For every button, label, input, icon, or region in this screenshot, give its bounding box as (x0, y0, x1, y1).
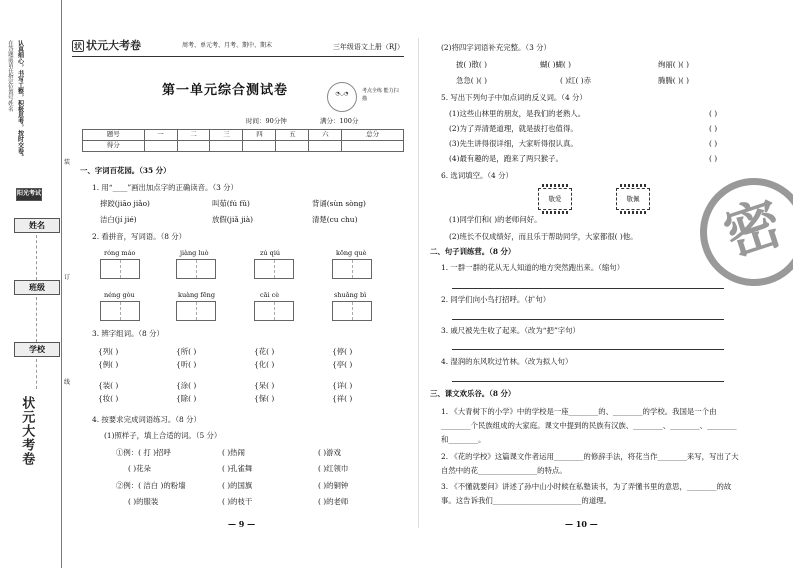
pinyin-label: zú qiú (260, 249, 281, 257)
q4-item[interactable]: ( )红领巾 (318, 464, 349, 473)
q4-item[interactable]: ①例：( 打 )招呼 (116, 448, 171, 457)
pinyin-label: kuàng fēng (178, 291, 216, 299)
sidebar-badge: 阳光考试 (16, 188, 42, 201)
pinyin-label: cāi cè (260, 291, 280, 299)
q5-item: (2)为了弄清楚道理，就是拔打也值得。 (449, 124, 578, 133)
word-box: 敬爱 (538, 188, 572, 210)
mascot-caption: 考点全练 能力扫描 (362, 88, 399, 102)
page-title: 第一单元综合测试卷 (162, 83, 289, 98)
section-1-heading: 一、字词百花园。（35 分） (80, 166, 171, 175)
q1-item[interactable]: 放假(jiǎ jià) (212, 215, 254, 224)
answer-line[interactable] (452, 381, 724, 382)
sidebar-instructions: 认真细心，书写工整，积极思考，按时交卷。 (16, 40, 24, 160)
pinyin-label: shuǎng bì (334, 291, 367, 299)
sidebar-brand-logo: 状元大考卷 (19, 396, 35, 466)
q4-prompt: 4. 按要求完成词语练习。（8 分） (92, 415, 201, 424)
s2-item: 2. 同学们向小鸟打招呼。（扩句） (441, 295, 551, 304)
q5-answer[interactable]: ( ) (709, 109, 718, 118)
q1-prompt: 1. 用“____”画出加点字的正确读音。（3 分） (92, 183, 238, 192)
writing-grid[interactable] (100, 301, 140, 321)
class-field-label[interactable]: 班级 (14, 280, 60, 295)
s3-item[interactable]: 3. 《不懂就要问》讲述了孙中山小时候在私塾读书，为了弄懂书里的意思，________的故事。这告诉我们________________________的道理。 (441, 482, 732, 506)
q3-pair[interactable]: {呆( ) {保( ) (254, 381, 275, 403)
exam-types: 周考、单元考、月考、期中、期末 (182, 42, 273, 49)
q3-pair[interactable]: {列( ) {例( ) (98, 347, 119, 369)
answer-line[interactable] (452, 288, 724, 289)
writing-grid[interactable] (176, 301, 216, 321)
q1-item[interactable]: 叫茹(fú fǔ) (212, 199, 250, 208)
section-3-heading: 三、课文欢乐谷。（8 分） (430, 389, 516, 398)
q1-item[interactable]: 洁白(jí jié) (100, 215, 137, 224)
q1-item[interactable]: 清楚(cu chu) (312, 215, 358, 224)
q4-item[interactable]: ( )热闹 (222, 448, 245, 457)
q4-item[interactable]: ( )的枝干 (222, 497, 253, 506)
writing-grid[interactable] (254, 259, 294, 279)
word-box: 敬佩 (616, 188, 650, 210)
s2-item: 4. 湿润的东风吹过竹林。（改为拟人句） (441, 357, 573, 366)
logo-icon: 状 (74, 41, 82, 51)
s3-item[interactable]: 2. 《花的学校》这篇课文作者运用________的修辞手法，将花当作________来写，写出了大自然中的花________________的特点。 (441, 452, 739, 476)
q4-item[interactable]: ( )的国旗 (222, 481, 253, 490)
confidential-stamp: 密 (686, 164, 793, 300)
q4-2-item[interactable]: ( )红( )赤 (560, 76, 592, 85)
pinyin-label: róng máo (104, 249, 136, 257)
binding-mark-3: 线 (64, 379, 71, 386)
q4-2-item[interactable]: 绚丽( )( ) (658, 60, 690, 69)
grade-label: 三年级语文上册（RJ） (332, 43, 404, 51)
q4-item[interactable]: ( )的铜钟 (318, 481, 349, 490)
q5-prompt: 5. 写出下列句子中加点词的反义词。（4 分） (441, 93, 587, 102)
q3-pair[interactable]: {花( ) {化( ) (254, 347, 275, 369)
page-divider (418, 38, 419, 528)
score-table-row: 得分 (83, 141, 404, 152)
brand-logo: 状 状元大考卷 (74, 39, 141, 52)
page-number-left: — 9 — (228, 519, 256, 529)
mascot-icon: ◔◡◔ (327, 82, 357, 112)
exam-time: 时间：90分钟 (246, 117, 287, 125)
pinyin-label: kōng què (336, 249, 367, 257)
exam-full-score: 满分：100分 (320, 117, 359, 125)
section-2-heading: 二、句子训练营。（8 分） (430, 247, 516, 256)
q4-2-item[interactable]: 急急( )( ) (456, 76, 488, 85)
q4-item[interactable]: ( )花朵 (128, 464, 151, 473)
answer-line[interactable] (452, 319, 724, 320)
score-table (82, 129, 404, 152)
pinyin-label: jiàng luò (180, 249, 209, 257)
q4-2-item[interactable]: 披( )散( ) (456, 60, 488, 69)
q1-item[interactable]: 摔跤(jiāo jiǎo) (100, 199, 150, 208)
q5-answer[interactable]: ( ) (709, 154, 718, 163)
s3-item[interactable]: 1. 《大青树下的小学》中的学校是一座________的、________的学校。我国是一个由________个民族组成的大家庭。课文中提到的民族有汉族、________、________、________和________。 (441, 407, 737, 445)
binding-sidebar (0, 0, 71, 568)
q1-item[interactable]: 背诵(sùn sòng) (312, 199, 366, 208)
q6-item[interactable]: (1)同学们和( )的老师问好。 (449, 215, 542, 224)
writing-grid[interactable] (176, 259, 216, 279)
binding-mark-2: 订 (64, 274, 71, 281)
q3-pair[interactable]: {涂( ) {除( ) (176, 381, 197, 403)
binding-mark-1: 装 (64, 159, 71, 166)
q5-answer[interactable]: ( ) (709, 139, 718, 148)
score-table-header: 题号 一 二 三 四 五 六 总分 (83, 130, 404, 141)
writing-grid[interactable] (100, 259, 140, 279)
school-field-label[interactable]: 学校 (14, 342, 60, 357)
s2-item: 3. 戚尺被先生收了起来。（改为“把”字句） (441, 326, 580, 335)
q6-prompt: 6. 选词填空。（4 分） (441, 171, 513, 180)
q4-2-item[interactable]: 腾腾( )( ) (658, 76, 690, 85)
writing-grid[interactable] (332, 259, 372, 279)
answer-line[interactable] (452, 349, 724, 350)
q4-item[interactable]: ( )的老师 (318, 497, 349, 506)
q4-item[interactable]: ( )孔雀舞 (222, 464, 253, 473)
q4-item[interactable]: ②例：( 洁白 )的粉墙 (116, 481, 186, 490)
q4-item[interactable]: ( )游戏 (318, 448, 341, 457)
q3-prompt: 3. 辨字组词。（8 分） (92, 329, 164, 338)
page-header (72, 40, 404, 57)
pinyin-label: néng gòu (104, 291, 135, 299)
q5-item: (1)这些山林里的朋友，是我们的老熟人。 (449, 109, 586, 118)
writing-grid[interactable] (332, 301, 372, 321)
s2-item: 1. 一群一群的花从无人知道的地方突然跑出来。（缩句） (441, 263, 625, 272)
q2-prompt: 2. 看拼音，写词语。（8 分） (92, 232, 187, 241)
writing-grid[interactable] (254, 301, 294, 321)
q4-2-item[interactable]: 蝴( )蝴( ) (540, 60, 572, 69)
q3-pair[interactable]: {所( ) {听( ) (176, 347, 197, 369)
q4-2-prompt: (2)将四字词语补充完整。（3 分） (441, 43, 551, 52)
q3-pair[interactable]: {停( ) {亭( ) (332, 347, 353, 369)
q5-answer[interactable]: ( ) (709, 124, 718, 133)
page-number-right: — 10 — (565, 519, 598, 529)
sidebar-notice: 在答题前请在指定位置写姓名 (6, 40, 13, 112)
name-field-label[interactable]: 姓名 (14, 218, 60, 233)
q5-item: (3)先生讲得很详细，大家听得很认真。 (449, 139, 578, 148)
q3-pair[interactable]: {装( ) {妆( ) (98, 381, 119, 403)
q3-pair[interactable]: {详( ) {祥( ) (332, 381, 353, 403)
q4-1-prompt: (1)照样子，填上合适的词。（5 分） (104, 431, 222, 440)
q4-item[interactable]: ( )的服装 (128, 497, 159, 506)
q6-item[interactable]: (2)班长不仅成绩好，而且乐于帮助同学，大家都很( )他。 (449, 232, 638, 241)
q5-item: (4)最有趣的是，跑来了两只猴子。 (449, 154, 563, 163)
